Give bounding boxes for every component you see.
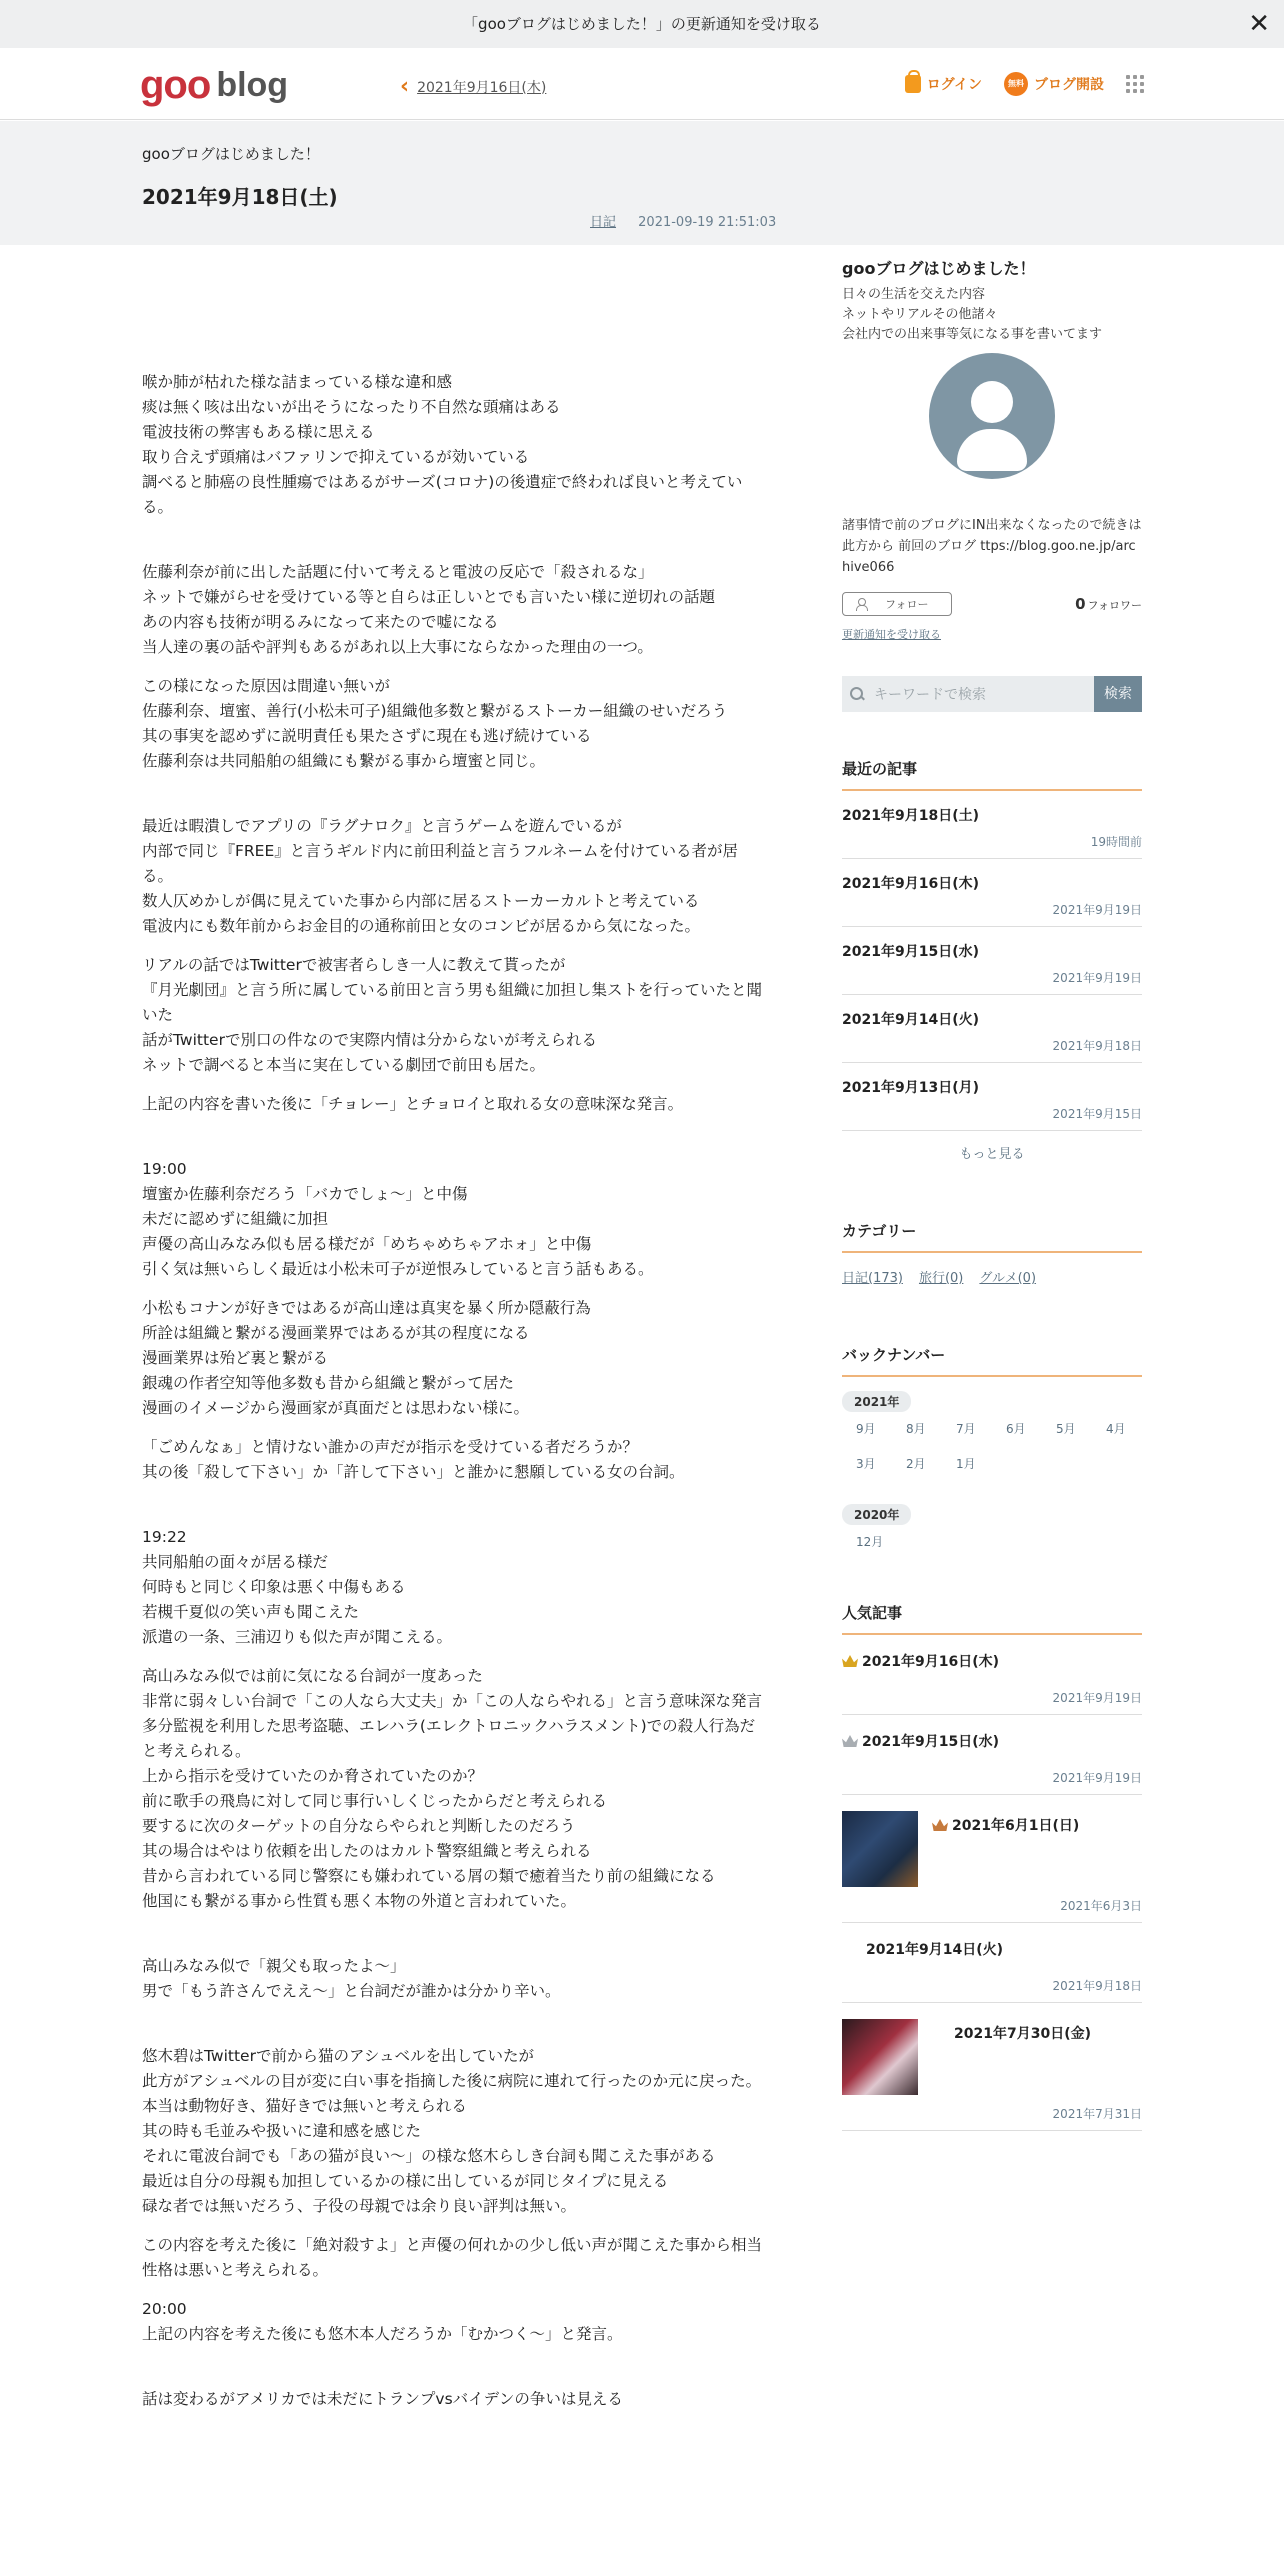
follower-count: 0 フォロワー — [1075, 595, 1142, 613]
article-paragraph: この内容を考えた後に「絶対殺すよ」と声優の何れかの少し低い声が聞こえた事から相当性格は悪いと考えられる。 — [142, 2236, 763, 2279]
backnumber-month-link[interactable]: 8月 — [906, 1422, 926, 1436]
popular-article-title[interactable]: 2021年6月1日(日) — [932, 1815, 1079, 1835]
popular-article-date: 2021年6月3日 — [1060, 1899, 1142, 1913]
prev-article-nav[interactable] — [400, 74, 546, 99]
category-section — [842, 1220, 1142, 1286]
category-item[interactable]: 日記(173) — [842, 1271, 903, 1286]
popular-article-date: 2021年9月19日 — [1052, 1771, 1142, 1785]
page-title: 2021年9月18日(土) — [142, 185, 338, 209]
backnumber-year: 2020年 — [842, 1504, 911, 1525]
update-notify-bar[interactable] — [0, 0, 1284, 48]
backnumber-month-link[interactable]: 7月 — [956, 1422, 976, 1436]
article-paragraph: 悠木碧はTwitterで前から猫のアシュベルを出していたが 此方がアシュベルの目が変に白い事を指摘した後に病院に連れて行ったのか元に戻った。 本当は動物好き、猫好きでは無いと考えられる 其の時も毛並みや扱いに違和感を感じた それに電波台詞でも「あの猫が良い～」の様な悠木らしき台詞も聞こえた事がある 最近は自分の母親も加担しているかの様に出しているが同じタイプに見える 碌な者では無いだろう、子役の母親では余り良い評判は無い。 — [142, 2047, 762, 2215]
recent-article-item[interactable] — [842, 859, 1142, 927]
recent-articles — [842, 758, 1142, 1162]
article-thumbnail[interactable] — [842, 2019, 918, 2095]
open-blog-label: ブログ開設 — [1034, 77, 1104, 93]
article-paragraph: 「ごめんなぁ」と情けない誰かの声だが指示を受けている者だろうか？ 其の後「殺して下さい」か「許して下さい」と誰かに懇願している女の台詞。 — [142, 1438, 685, 1481]
recent-article-date: 19時間前 — [1090, 835, 1142, 849]
article-paragraph: 高山みなみ似では前に気になる台詞が一度あった 非常に弱々しい台詞で「この人なら大丈夫」か「この人ならやれる」と言う意味深な発言 多分監視を利用した思考盗聴、エレハラ(エレクトロニックハラスメント)での殺人行為だと考えられる。 上から指示を受けていたのか脅されていたのか？ 前に歌手の飛鳥に対して同じ事行いしくじったからだと考えられる 要するに次のターゲットの自分ならやられと判断したのだろう 其の場合はやはり依頼を出したのはカルト警察組織と考えられる 昔から言われている同じ警察にも嫌われている屑の類で癒着当たり前の組織になる 他国にも繋がる事から性質も悪く本物の外道と言われていた。 — [142, 1667, 763, 1910]
recent-article-title[interactable]: 2021年9月16日(木) — [842, 876, 979, 892]
service-menu-icon[interactable] — [1126, 75, 1144, 93]
popular-article-item[interactable] — [842, 1635, 1142, 1715]
gold-crown-icon — [842, 1655, 858, 1667]
popular-article-title[interactable]: 2021年9月16日(木) — [842, 1651, 1142, 1671]
login-label: ログイン — [926, 77, 982, 93]
popular-article-title[interactable]: 2021年9月15日(水) — [842, 1731, 1142, 1751]
more-link-wrap — [842, 1143, 1142, 1162]
category-item[interactable]: グルメ(0) — [979, 1271, 1037, 1286]
recent-article-date: 2021年9月19日 — [1052, 903, 1142, 917]
article-paragraph: 佐藤利奈が前に出した話題に付いて考えると電波の反応で「殺されるな」 ネットで嫌がらせを受けている等と自らは正しいとでも言いたい様に逆切れの話題 あの内容も技術が明るみになって来たので嘘になる 当人達の裏の話や評判もあるがあれ以上大事にならなかった理由の一つ。 — [142, 563, 716, 656]
article-thumbnail[interactable] — [842, 1811, 918, 1887]
recent-article-item[interactable] — [842, 927, 1142, 995]
article-datetime: 2021-09-19 21:51:03 — [638, 215, 777, 230]
goo-blog-logo[interactable] — [140, 63, 289, 107]
recent-article-title[interactable]: 2021年9月13日(月) — [842, 1080, 979, 1096]
article-paragraph: 19:00 壇蜜か佐藤利奈だろう「バカでしょ～」と中傷 未だに認めずに組織に加担 声優の高山みなみ似も居る様だが「めちゃめちゃアホォ」と中傷 引く気は無いらしく最近は小松未可子が逆恨みしていると言う話もある。 — [142, 1160, 654, 1278]
backnumber-month-link[interactable]: 5月 — [1056, 1422, 1076, 1436]
article-paragraph: 喉か肺が枯れた様な詰まっている様な違和感 痰は無く咳は出ないが出そうになったり不自然な頭痛はある 電波技術の弊害もある様に思える 取り合えず頭痛はバファリンで抑えているが効いている 調べると肺癌の良性腫瘍ではあるがサーズ(コロナ)の後遺症で終われば良いと考えている。 — [142, 373, 743, 516]
article-header — [0, 121, 1284, 245]
recent-article-title[interactable]: 2021年9月15日(水) — [842, 944, 979, 960]
recent-article-title[interactable]: 2021年9月14日(火) — [842, 1012, 979, 1028]
article-paragraph: 小松もコナンが好きではあるが高山達は真実を暴く所か隠蔽行為 所詮は組織と繋がる漫画業界ではあるが其の程度になる 漫画業界は殆ど裏と繋がる 銀魂の作者空知等他多数も昔から組織と繋がって居た 漫画のイメージから漫画家が真面だとは思わない様に。 — [142, 1299, 591, 1417]
recent-article-item[interactable] — [842, 1063, 1142, 1131]
popular-article-date: 2021年9月19日 — [1052, 1691, 1142, 1705]
article-paragraph: 20:00 上記の内容を考えた後にも悠木本人だろうか「むかつく～」と発言。 — [142, 2300, 623, 2343]
prev-article-link[interactable]: 2021年9月16日(木) — [417, 79, 547, 96]
open-blog-button[interactable] — [1004, 72, 1104, 96]
backnumber-month-link[interactable]: 2月 — [906, 1457, 926, 1471]
avatar — [929, 353, 1055, 479]
backnumber-month-link[interactable]: 3月 — [856, 1457, 876, 1471]
backnumber-months — [842, 1533, 1142, 1568]
article-body — [142, 356, 764, 2412]
sidebar — [842, 256, 1142, 2131]
popular-article-item[interactable] — [842, 1715, 1142, 1795]
backnumber-title: バックナンバー — [842, 1344, 1142, 1377]
logo-goo: goo — [140, 63, 211, 107]
backnumber-year: 2021年 — [842, 1391, 911, 1412]
recent-article-item[interactable] — [842, 995, 1142, 1063]
recent-article-item[interactable] — [842, 791, 1142, 859]
follow-label: フォロー — [885, 598, 929, 611]
popular-article-item[interactable] — [842, 1795, 1142, 1923]
backnumber-month-link[interactable]: 12月 — [856, 1535, 884, 1549]
recent-article-date: 2021年9月18日 — [1052, 1039, 1142, 1053]
search-input[interactable] — [842, 676, 1094, 712]
profile-text: 諸事情で前のブログにIN出来なくなったので続きは此方から 前回のブログ ttps://blog.goo.ne.jp/archive066 — [842, 518, 1142, 575]
blog-name[interactable]: gooブログはじめました！ — [142, 145, 320, 163]
about-desc: 日々の生活を交えた内容 ネットやリアルその他諸々 会社内での出来事等気になる事を書いてます — [842, 287, 1103, 342]
recent-title: 最近の記事 — [842, 758, 1142, 791]
article-paragraph: この様になった原因は間違い無いが 佐藤利奈、壇蜜、善行(小松未可子)組織他多数と繋がるストーカー組織のせいだろう 其の事実を認めずに説明責任も果たさずに現在も逃げ続けている 佐藤利奈は共同船舶の組織にも繋がる事から壇蜜と同じ。 — [142, 677, 728, 770]
login-icon — [905, 75, 921, 93]
about-title: gooブログはじめました！ — [842, 259, 1036, 278]
article-paragraph: 最近は暇潰しでアプリの『ラグナロク』と言うゲームを遊んでいるが 内部で同じ『FREE』と言うギルド内に前田利益と言うフルネームを付けている者が居る。 数人仄めかしが偶に見えていた事から内部に居るストーカーカルトと考えている 電波内にも数年前からお金目的の通称前田と女のコンビが居るから気になった。 — [142, 817, 739, 935]
search-placeholder: キーワードで検索 — [874, 687, 986, 703]
category-item[interactable]: 旅行(0) — [918, 1271, 964, 1286]
popular-articles — [842, 1602, 1142, 2131]
logo-blog: blog — [216, 66, 289, 104]
popular-article-date: 2021年7月31日 — [1052, 2107, 1142, 2121]
follow-row — [842, 592, 1142, 616]
popular-article-date: 2021年9月18日 — [1052, 1979, 1142, 1993]
free-badge: 無料 — [1004, 72, 1028, 96]
header-actions — [905, 72, 1144, 96]
backnumber-section — [842, 1344, 1142, 1568]
article-paragraph: 話は変わるがアメリカでは未だにトランプvsバイデンの争いは見える — [142, 2390, 623, 2408]
recent-article-date: 2021年9月15日 — [1052, 1107, 1142, 1121]
more-link[interactable]: もっと見る — [959, 1147, 1025, 1162]
category-title: カテゴリー — [842, 1220, 1142, 1253]
bronze-crown-icon — [932, 1819, 948, 1831]
site-header — [0, 48, 1284, 120]
search-button[interactable]: 検索 — [1094, 676, 1142, 712]
recent-article-title[interactable]: 2021年9月18日(土) — [842, 808, 979, 824]
notify-text[interactable]: 「gooブログはじめました！」の更新通知を受け取る — [463, 15, 821, 33]
popular-article-item[interactable] — [842, 1923, 1142, 2003]
close-icon[interactable]: ✕ — [1248, 9, 1270, 39]
backnumber-month-link[interactable]: 6月 — [1006, 1422, 1026, 1436]
article-paragraph: 上記の内容を書いた後に「チョレー」とチョロイと取れる女の意味深な発言。 — [142, 1095, 684, 1113]
popular-article-title[interactable]: 2021年9月14日(火) — [866, 1942, 1003, 1958]
category-link[interactable]: 日記 — [590, 215, 617, 230]
chevron-left-icon: ‹ — [400, 74, 410, 99]
article-meta — [590, 211, 776, 230]
search-box — [842, 676, 1142, 712]
backnumber-month-link[interactable]: 1月 — [956, 1457, 976, 1471]
popular-article-title[interactable]: 2021年7月30日(金) — [954, 2026, 1091, 2042]
person-icon — [855, 598, 867, 610]
backnumber-months — [842, 1420, 1142, 1490]
backnumber-month-link[interactable]: 9月 — [856, 1422, 876, 1436]
login-button[interactable] — [905, 74, 982, 94]
silver-crown-icon — [842, 1735, 858, 1747]
article-paragraph: 19:22 共同船舶の面々が居る様だ 何時もと同じく印象は悪く中傷もある 若槻千夏似の笑い声も聞こえた 派遣の一条、三浦辺りも似た声が聞こえる。 — [142, 1528, 453, 1646]
article-paragraph: 高山みなみ似で「親父も取ったよ～」 男で「もう許さんでええ～」と台詞だが誰かは分かり辛い。 — [142, 1957, 561, 2000]
popular-title: 人気記事 — [842, 1602, 1142, 1635]
search-icon — [850, 687, 864, 701]
notify-link[interactable]: 更新通知を受け取る — [842, 628, 941, 641]
article-paragraph: リアルの話ではTwitterで被害者らしき一人に教えて貰ったが 『月光劇団』と言う所に属している前田と言う男も組織に加担し集ストを行っていたと聞いた 話がTwitterで別口の件なので実際内情は分からないが考えられる ネットで調べると本当に実在している劇団で前田も居た。 — [142, 956, 763, 1074]
recent-article-date: 2021年9月19日 — [1052, 971, 1142, 985]
follow-button[interactable] — [842, 592, 952, 616]
category-list — [842, 1267, 1142, 1286]
backnumber-month-link[interactable]: 4月 — [1106, 1422, 1126, 1436]
popular-article-item[interactable] — [842, 2003, 1142, 2131]
